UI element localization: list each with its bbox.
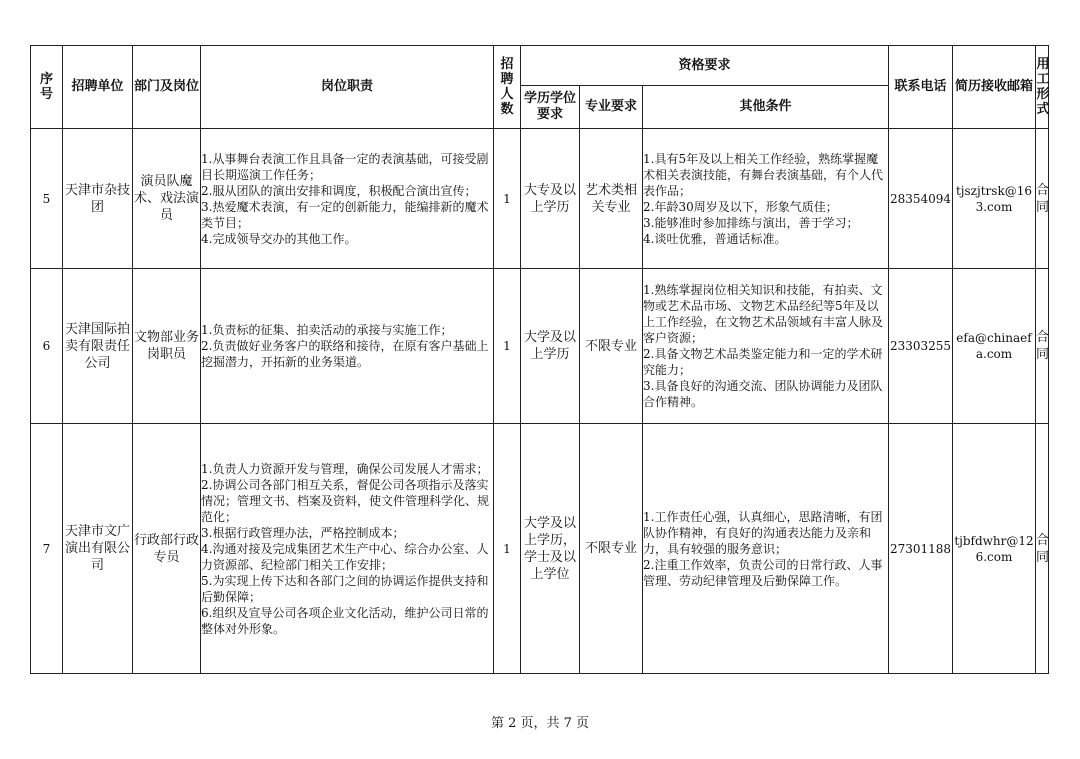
list-item: 1.负责人力资源开发与管理，确保公司发展人才需求； <box>201 461 489 476</box>
header-education: 学历学位要求 <box>521 86 580 129</box>
list-item: 2.具备文物艺术品类鉴定能力和一定的学术研究能力； <box>643 347 883 377</box>
list-item: 1.工作责任心强，认真细心，思路清晰，有团队协作精神，有良好的沟通表达能力及亲和力，具有较强的服务意识； <box>643 509 883 556</box>
row-email: tjbfdwhr@126.com <box>953 424 1036 674</box>
row-count: 1 <box>494 424 521 674</box>
row-seq: 5 <box>31 129 63 269</box>
list-item: 2.负责做好业务客户的联络和接待，在原有客户基础上挖掘潜力，开拓新的业务渠道。 <box>201 339 489 369</box>
list-item: 4.谈吐优雅，普通话标准。 <box>643 231 787 246</box>
header-seq: 序号 <box>31 46 63 129</box>
recruitment-table <box>30 45 1049 674</box>
row-major: 艺术类相关专业 <box>580 129 643 269</box>
list-item: 2.协调公司各部门相互关系，督促公司各项指示及落实情况；管理文书、档案及资料，使文件管理科学化、规范化； <box>201 477 490 524</box>
header-unit: 招聘单位 <box>63 46 133 129</box>
row-other-conditions <box>643 424 889 674</box>
list-item: 3.根据行政管理办法，严格控制成本； <box>201 525 405 540</box>
row-employment-type: 合同 <box>1036 269 1049 424</box>
row-email: tjszjtrsk@163.com <box>953 129 1036 269</box>
header-qualifications: 资格要求 <box>521 46 889 86</box>
list-item: 1.从事舞台表演工作且具备一定的表演基础，可接受剧目长期巡演工作任务； <box>201 151 489 182</box>
list-item: 2.年龄30周岁及以下，形象气质佳； <box>643 199 838 214</box>
list-item: 1.具有5年及以上相关工作经验，熟练掌握魔术相关表演技能，有舞台表演基础，有个人代表作品； <box>643 151 884 198</box>
header-phone: 联系电话 <box>889 46 953 129</box>
header-count: 招聘人数 <box>494 46 521 129</box>
row-unit: 天津市文广演出有限公司 <box>63 424 133 674</box>
row-education: 大学及以上学历，学士及以上学位 <box>521 424 580 674</box>
row-seq: 7 <box>31 424 63 674</box>
row-phone: 27301188 <box>889 424 953 674</box>
list-item: 1.熟练掌握岗位相关知识和技能，有拍卖、文物或艺术品市场、文物艺术品经纪等5年及以上工作经验，在文物艺术品领域有丰富人脉及客户资源； <box>643 283 884 345</box>
list-item: 3.热爱魔术表演，有一定的创新能力，能编排新的魔术类节目； <box>201 199 489 230</box>
list-item: 5.为实现上传下达和各部门之间的协调运作提供支持和后勤保障； <box>201 573 489 604</box>
row-employment-type: 合同 <box>1036 424 1049 674</box>
header-duties: 岗位职责 <box>201 46 494 129</box>
row-other-conditions <box>643 269 889 424</box>
row-dept-position: 文物部业务岗职员 <box>133 269 201 424</box>
list-item: 2.服从团队的演出安排和调度，积极配合演出宣传； <box>201 183 477 198</box>
row-count: 1 <box>494 129 521 269</box>
row-dept-position: 演员队魔术、戏法演员 <box>133 129 201 269</box>
row-major: 不限专业 <box>580 269 643 424</box>
row-unit: 天津国际拍卖有限责任公司 <box>63 269 133 424</box>
row-major: 不限专业 <box>580 424 643 674</box>
row-unit: 天津市杂技团 <box>63 129 133 269</box>
row-education: 大专及以上学历 <box>521 129 580 269</box>
page-footer: 第 2 页，共 7 页 <box>490 716 590 731</box>
table-row <box>31 269 1049 424</box>
row-education: 大学及以上学历 <box>521 269 580 424</box>
row-email: efa@chinaefa.com <box>953 269 1036 424</box>
row-other-conditions <box>643 129 889 269</box>
list-item: 1.负责标的征集、拍卖活动的承接与实施工作； <box>201 323 453 337</box>
row-seq: 6 <box>31 269 63 424</box>
list-item: 2.注重工作效率，负责公司的日常行政、人事管理、劳动纪律管理及后勤保障工作。 <box>643 557 883 588</box>
list-item: 4.沟通对接及完成集团艺术生产中心、综合办公室、人力资源部、纪检部门相关工作安排； <box>201 541 489 572</box>
row-duties <box>201 269 494 424</box>
table-row <box>31 424 1049 674</box>
row-duties <box>201 424 494 674</box>
header-employment-type: 用工形式 <box>1036 46 1049 129</box>
header-other: 其他条件 <box>643 86 889 129</box>
header-email: 简历接收邮箱 <box>953 46 1036 129</box>
row-dept-position: 行政部行政专员 <box>133 424 201 674</box>
list-item: 6.组织及宣导公司各项企业文化活动，维护公司日常的整体对外形象。 <box>201 605 489 636</box>
row-count: 1 <box>494 269 521 424</box>
list-item: 3.能够准时参加排练与演出，善于学习； <box>643 215 859 230</box>
row-duties <box>201 129 494 269</box>
header-major: 专业要求 <box>580 86 643 129</box>
list-item: 3.具备良好的沟通交流、团队协调能力及团队合作精神。 <box>643 379 883 409</box>
row-phone: 23303255 <box>889 269 953 424</box>
header-dept-position: 部门及岗位 <box>133 46 201 129</box>
list-item: 4.完成领导交办的其他工作。 <box>201 231 357 246</box>
row-employment-type: 合同 <box>1036 129 1049 269</box>
row-phone: 28354094 <box>889 129 953 269</box>
table-row <box>31 129 1049 269</box>
